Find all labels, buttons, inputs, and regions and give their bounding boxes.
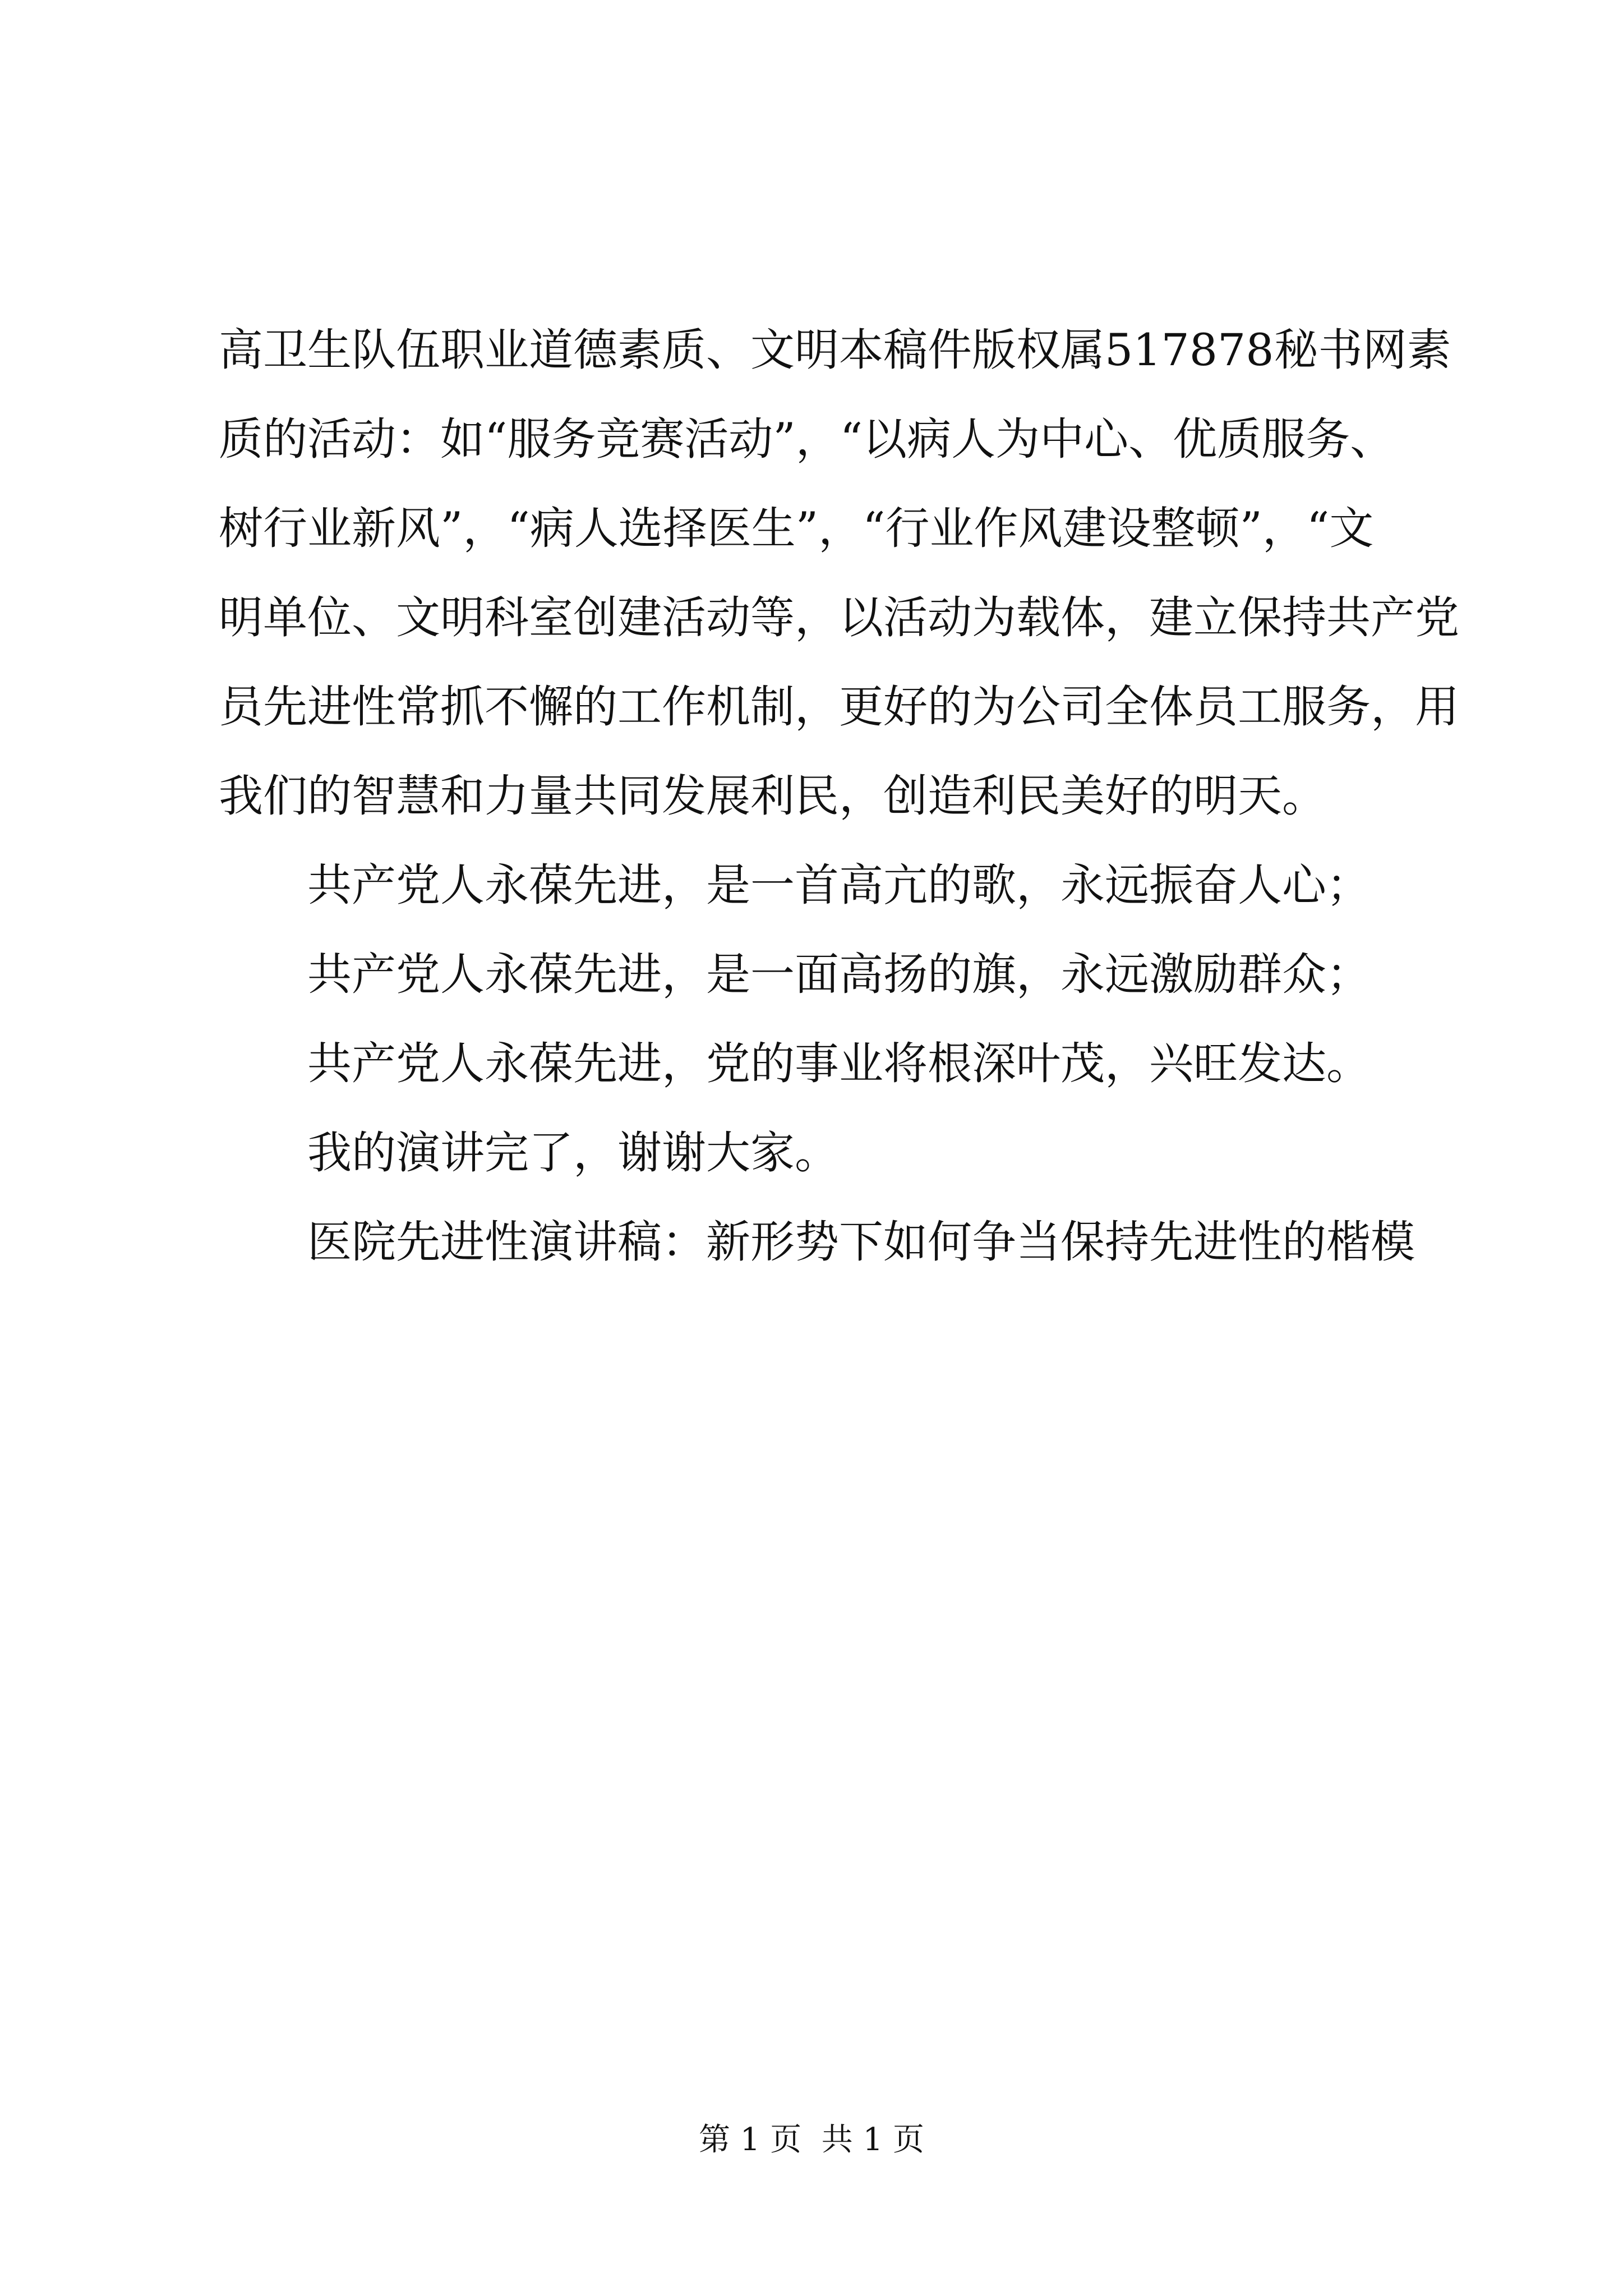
text-line: 质的活动：如“服务竞赛活动”，“以病人为中心、优质服务、 <box>219 413 1395 465</box>
paragraph-closing: 我的演讲完了，谢谢大家。 <box>307 1127 839 1179</box>
text-line: 员先进性常抓不懈的工作机制，更好的为公司全体员工服务，用 <box>219 681 1459 733</box>
paragraph-1 <box>219 306 1459 841</box>
text-line: 高卫生队伍职业道德素质、文明本稿件版权属517878秘书网素 <box>219 324 1451 376</box>
text-line: 明单位、文明科室创建活动等，以活动为载体，建立保持共产党 <box>219 592 1459 643</box>
text-line: 树行业新风”，“病人选择医生”，“行业作风建设整顿”，“文 <box>219 503 1374 554</box>
text-line: 我们的智慧和力量共同发展利民，创造利民美好的明天。 <box>219 770 1326 822</box>
paragraph-verse-1: 共产党人永葆先进，是一首高亢的歌，永远振奋人心； <box>307 859 1371 911</box>
page-number-footer: 第 1 页 共 1 页 <box>698 2122 925 2158</box>
paragraph-next-title: 医院先进性演讲稿：新形势下如何争当保持先进性的楷模 <box>307 1216 1415 1268</box>
paragraph-verse-3: 共产党人永葆先进，党的事业将根深叶茂，兴旺发达。 <box>307 1038 1371 1089</box>
paragraph-verse-2: 共产党人永葆先进，是一面高扬的旗，永远激励群众； <box>307 949 1371 1000</box>
document-body <box>219 306 1459 1287</box>
